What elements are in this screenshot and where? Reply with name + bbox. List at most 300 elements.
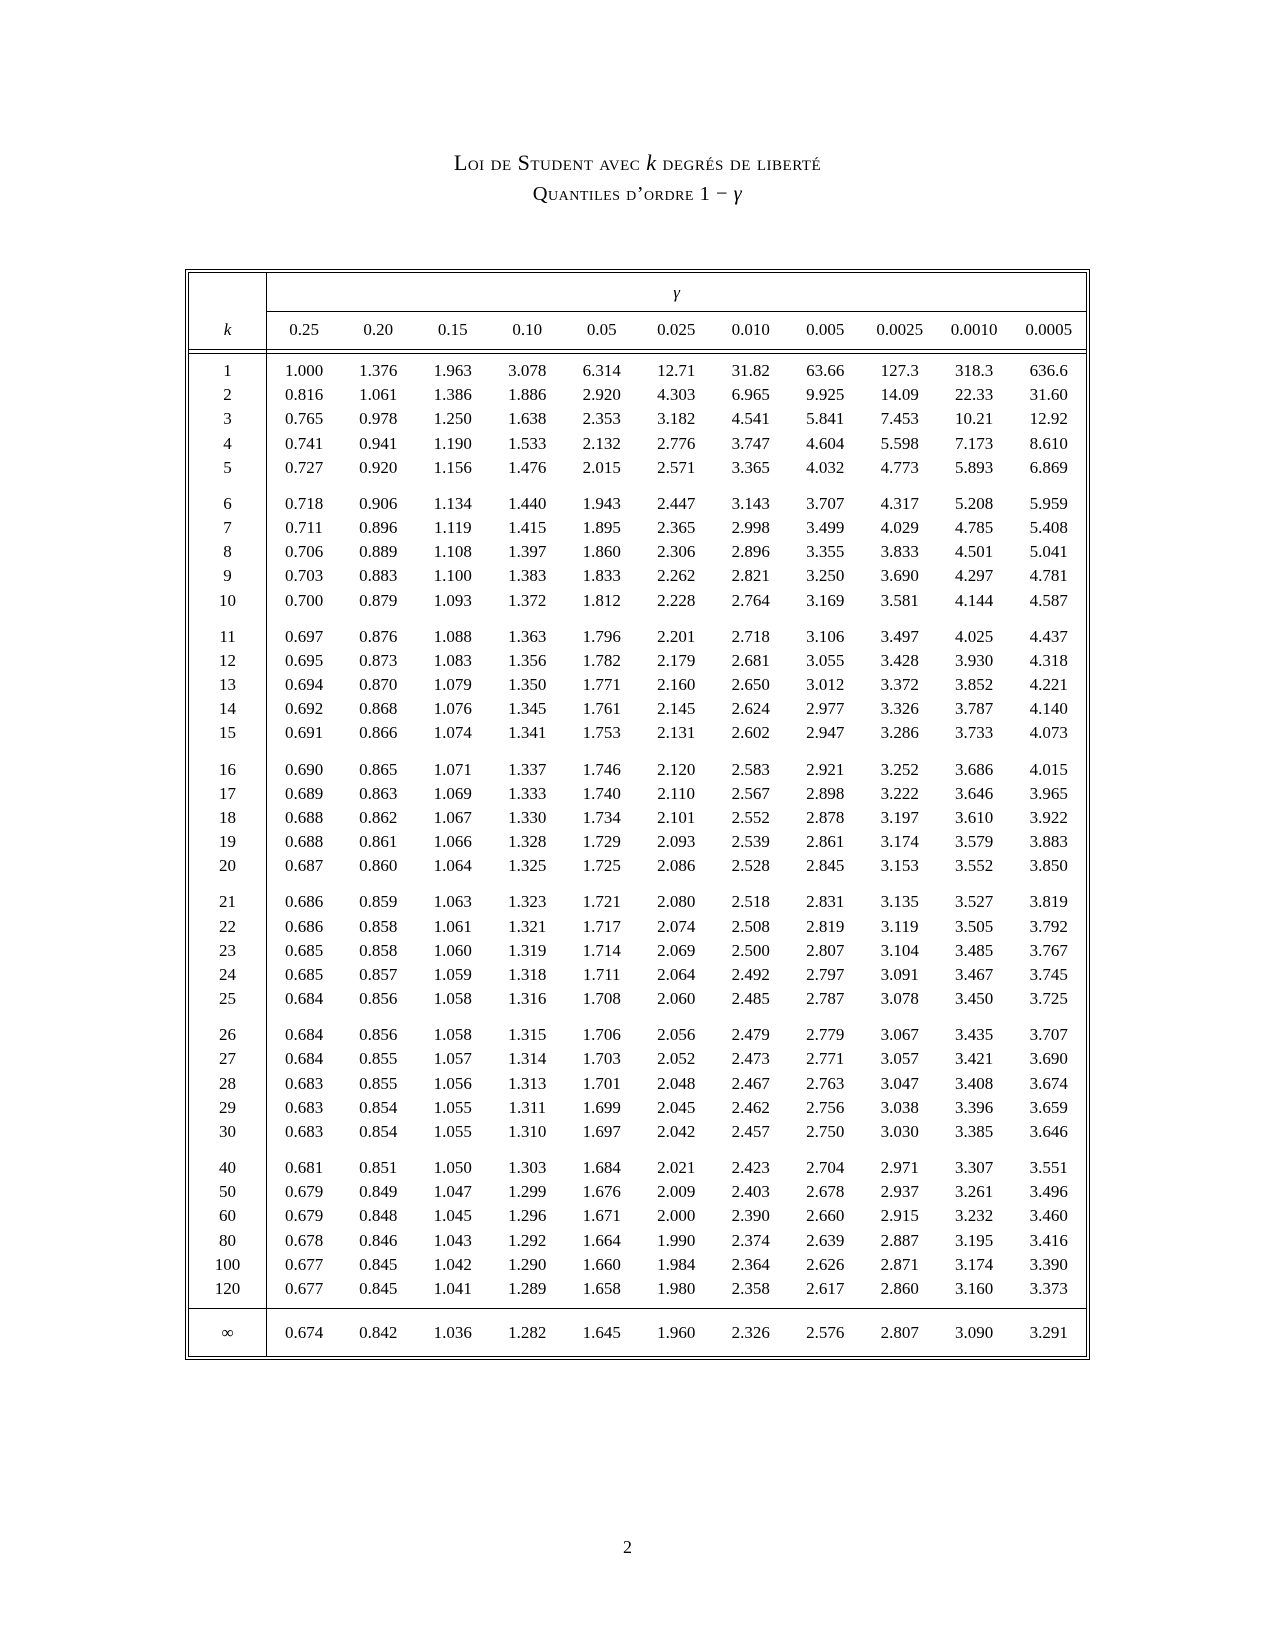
subtitle-text: Quantiles d’ordre: [532, 183, 700, 205]
quantile-value: 5.598: [880, 433, 919, 453]
quantile-value: 0.941: [359, 433, 398, 453]
k-value: 21: [189, 878, 267, 914]
quantile-value: 318.3: [955, 361, 994, 380]
quantile-value: 0.862: [359, 807, 398, 827]
title-text-prefix: Loi de Student avec: [453, 150, 647, 175]
k-value: 17: [189, 782, 267, 806]
quantile-value: 1.100: [433, 566, 472, 586]
quantile-value: 1.886: [508, 385, 547, 405]
quantile-value: 3.792: [1029, 916, 1068, 936]
quantile-value: 3.421: [955, 1049, 994, 1069]
quantile-value: 3.922: [1029, 807, 1068, 827]
quantile-value: 1.079: [433, 675, 472, 695]
quantile-value: 2.650: [731, 675, 770, 695]
quantile-value: 2.583: [731, 759, 770, 779]
quantile-value: 2.624: [731, 699, 770, 719]
quantile-value: 3.686: [955, 759, 994, 779]
quantile-value: 2.042: [657, 1121, 696, 1141]
quantile-value: 3.725: [1029, 989, 1068, 1009]
page-number: 2: [623, 1537, 632, 1557]
quantile-value: 3.396: [955, 1097, 994, 1117]
quantile-value: 1.350: [508, 675, 547, 695]
quantile-value: 7.453: [880, 409, 919, 429]
quantile-value: 0.855: [359, 1049, 398, 1069]
quantile-value: 1.664: [582, 1230, 621, 1250]
quantile-value: 3.674: [1029, 1073, 1068, 1093]
quantile-value: 0.688: [284, 807, 324, 827]
quantile-value: 22.33: [955, 385, 994, 405]
quantile-value: 2.552: [731, 807, 770, 827]
quantile-value: 4.773: [880, 457, 919, 477]
quantile-value: 6.869: [1029, 457, 1068, 477]
quantile-value: 1.292: [508, 1230, 547, 1250]
column-header: 0.10: [512, 320, 543, 339]
quantile-value: 0.858: [359, 916, 398, 936]
table-row: [189, 721, 1086, 745]
quantile-value: 2.064: [657, 964, 696, 984]
quantile-value: 3.055: [806, 650, 845, 670]
table-row: [189, 589, 1086, 613]
quantile-value: 1.397: [508, 542, 547, 562]
quantile-value: 1.372: [508, 590, 547, 610]
quantile-value: 1.043: [433, 1230, 472, 1250]
quantile-value: 0.845: [359, 1279, 398, 1298]
quantile-value: 10.21: [955, 409, 994, 429]
quantile-value: 2.403: [731, 1182, 770, 1202]
k-value: 100: [189, 1253, 267, 1277]
quantile-value: 0.876: [359, 626, 398, 646]
quantile-value: 1.645: [565, 1309, 639, 1357]
quantile-value: 1.076: [433, 699, 472, 719]
quantile-value: 3.372: [880, 675, 919, 695]
quantile-value: 1.058: [433, 989, 472, 1009]
quantile-value: 1.323: [508, 892, 547, 912]
quantile-value: 3.690: [880, 566, 919, 586]
column-header: 0.0005: [1025, 320, 1073, 339]
quantile-value: 3.104: [880, 940, 919, 960]
quantile-value: 1.658: [582, 1279, 621, 1298]
quantile-value: 2.539: [731, 832, 770, 852]
column-header: 0.010: [731, 320, 770, 339]
quantile-value: 3.119: [880, 916, 919, 936]
quantile-value: 2.920: [582, 385, 621, 405]
quantile-value: 5.408: [1029, 518, 1068, 538]
quantile-value: 1.703: [582, 1049, 621, 1069]
quantile-value: 4.437: [1029, 626, 1068, 646]
quantile-value: 1.134: [433, 493, 472, 513]
quantile-value: 0.706: [284, 542, 324, 562]
quantile-value: 0.685: [284, 964, 324, 984]
quantile-value: 3.067: [880, 1025, 919, 1045]
quantile-value: 2.228: [657, 590, 696, 610]
quantile-value: 5.841: [806, 409, 845, 429]
quantile-value: 2.160: [657, 675, 696, 695]
quantile-value: 3.707: [806, 493, 845, 513]
column-header: 0.025: [657, 320, 696, 339]
quantile-value: 4.025: [955, 626, 994, 646]
quantile-value: 3.195: [955, 1230, 994, 1250]
quantile-value: 3.485: [955, 940, 994, 960]
table-row: [189, 1120, 1086, 1144]
quantile-value: 0.856: [359, 1025, 398, 1045]
quantile-value: 0.687: [284, 856, 324, 876]
quantile-value: 2.678: [806, 1182, 845, 1202]
quantile-value: 3.261: [955, 1182, 994, 1202]
quantile-value: 0.873: [359, 650, 398, 670]
quantile-value: 1.061: [359, 385, 398, 405]
quantile-value: 2.617: [806, 1279, 845, 1298]
quantile-value: 0.851: [359, 1158, 398, 1178]
quantile-value: 2.457: [731, 1121, 770, 1141]
quantile-value: 3.385: [955, 1121, 994, 1141]
quantile-value: 3.581: [880, 590, 919, 610]
quantile-value: 3.232: [955, 1206, 994, 1226]
quantile-value: 2.045: [657, 1097, 696, 1117]
quantile-value: 2.101: [657, 807, 696, 827]
table-row: [189, 854, 1086, 878]
table-row: [189, 613, 1086, 649]
quantile-value: 2.787: [806, 989, 845, 1009]
quantile-value: 2.756: [806, 1097, 845, 1117]
quantile-value: 3.450: [955, 989, 994, 1009]
column-header: 0.20: [363, 320, 394, 339]
quantile-value: 4.140: [1029, 699, 1068, 719]
quantile-value: 2.131: [657, 723, 696, 743]
quantile-value: 4.501: [955, 542, 994, 562]
quantile-value: 5.893: [955, 457, 994, 477]
quantile-value: 6.965: [731, 385, 770, 405]
quantile-value: 2.718: [731, 626, 770, 646]
quantile-value: 1.296: [508, 1206, 547, 1226]
quantile-value: 2.660: [806, 1206, 845, 1226]
k-value: 28: [189, 1072, 267, 1096]
k-value: 13: [189, 673, 267, 697]
quantile-value: 0.674: [267, 1309, 341, 1357]
quantile-value: 3.408: [955, 1073, 994, 1093]
column-header: 0.0025: [876, 320, 924, 339]
quantile-value: 1.734: [582, 807, 621, 827]
table-row: [189, 987, 1086, 1011]
quantile-value: 3.012: [806, 675, 845, 695]
quantile-value: 1.337: [508, 759, 547, 779]
quantile-value: 2.358: [731, 1279, 770, 1298]
quantile-value: 3.745: [1029, 964, 1068, 984]
quantile-value: 1.721: [582, 892, 621, 912]
gamma-header-row: [189, 273, 1086, 312]
quantile-value: 1.318: [508, 964, 547, 984]
quantile-value: 1.055: [433, 1097, 472, 1117]
quantile-value: 4.781: [1029, 566, 1068, 586]
quantile-value: 2.201: [657, 626, 696, 646]
quantile-value: 1.333: [508, 783, 547, 803]
quantile-value: 2.306: [657, 542, 696, 562]
table-row: [189, 407, 1086, 431]
quantile-value: 4.032: [806, 457, 845, 477]
quantile-value: 2.860: [880, 1279, 919, 1298]
quantile-value: 1.313: [508, 1073, 547, 1093]
quantile-value: 1.036: [416, 1309, 490, 1357]
quantile-value: 1.676: [582, 1182, 621, 1202]
quantile-value: 0.679: [284, 1182, 324, 1202]
quantile-value: 1.660: [582, 1254, 621, 1274]
quantile-value: 2.887: [880, 1230, 919, 1250]
quantile-value: 4.029: [880, 518, 919, 538]
column-header: 0.0010: [950, 320, 998, 339]
quantile-value: 3.143: [731, 493, 770, 513]
quantile-value: 2.056: [657, 1025, 696, 1045]
quantile-value: 2.015: [582, 457, 621, 477]
quantile-value: 2.764: [731, 590, 770, 610]
quantile-value: 1.042: [433, 1254, 472, 1274]
k-value: 27: [189, 1047, 267, 1071]
quantile-value: 2.508: [731, 916, 770, 936]
table-row: [189, 1011, 1086, 1047]
quantile-value: 1.057: [433, 1049, 472, 1069]
quantile-value: 1.717: [582, 916, 621, 936]
table-row: [189, 914, 1086, 938]
quantile-value: 3.646: [955, 783, 994, 803]
gamma-math-symbol: γ: [733, 183, 743, 205]
quantile-value: 0.688: [284, 832, 324, 852]
quantile-value: 2.473: [731, 1049, 770, 1069]
quantile-value: 2.479: [731, 1025, 770, 1045]
quantile-value: 1.943: [582, 493, 621, 513]
title-text-suffix: degrés de liberté: [656, 150, 822, 175]
table-row: [189, 746, 1086, 782]
quantile-value: 3.659: [1029, 1097, 1068, 1117]
quantile-value: 0.861: [359, 832, 398, 852]
quantile-value: 1.706: [582, 1025, 621, 1045]
quantile-value: 2.797: [806, 964, 845, 984]
title-block: [0, 0, 1275, 206]
k-value: 9: [189, 564, 267, 588]
quantile-value: 4.318: [1029, 650, 1068, 670]
quantile-value: 1.059: [433, 964, 472, 984]
quantile-value: 5.959: [1029, 493, 1068, 513]
quantile-value: 0.700: [284, 590, 324, 610]
quantile-value: 1.314: [508, 1049, 547, 1069]
quantile-value: 1.047: [433, 1182, 472, 1202]
quantile-value: 1.074: [433, 723, 472, 743]
quantile-value: 3.819: [1029, 892, 1068, 912]
table-row: [189, 1096, 1086, 1120]
quantile-value: 0.889: [359, 542, 398, 562]
quantile-value: 0.689: [284, 783, 324, 803]
quantile-value: 2.528: [731, 856, 770, 876]
quantile-value: 4.604: [806, 433, 845, 453]
quantile-value: 0.692: [284, 699, 324, 719]
table-row: [189, 1144, 1086, 1180]
quantile-value: 3.965: [1029, 783, 1068, 803]
quantile-value: 1.282: [490, 1309, 564, 1357]
quantile-value: 1.725: [582, 856, 621, 876]
k-value: 120: [189, 1277, 267, 1309]
quantile-value: 1.376: [359, 361, 398, 380]
quantile-value: 2.971: [880, 1158, 919, 1178]
quantile-value: 2.896: [731, 542, 770, 562]
quantile-value: 1.708: [582, 989, 621, 1009]
table-row: [189, 806, 1086, 830]
quantile-value: 0.865: [359, 759, 398, 779]
quantile-value: 1.386: [433, 385, 472, 405]
quantile-value: 3.057: [880, 1049, 919, 1069]
quantile-value: 1.415: [508, 518, 547, 538]
quantile-value: 0.854: [359, 1097, 398, 1117]
quantile-value: 3.182: [657, 409, 696, 429]
quantile-value: 2.000: [657, 1206, 696, 1226]
quantile-value: 0.686: [284, 892, 324, 912]
quantile-value: 14.09: [880, 385, 919, 405]
quantile-value: 1.156: [433, 457, 472, 477]
quantile-value: 0.883: [359, 566, 398, 586]
quantile-value: 2.500: [731, 940, 770, 960]
quantile-value: 2.145: [657, 699, 696, 719]
table-row: [189, 830, 1086, 854]
quantile-value: 2.326: [713, 1309, 787, 1357]
k-value: 23: [189, 939, 267, 963]
quantile-value: 2.086: [657, 856, 696, 876]
quantile-value: 0.765: [284, 409, 324, 429]
quantile-value: 3.286: [880, 723, 919, 743]
quantile-value: 2.639: [806, 1230, 845, 1250]
quantile-value: 2.052: [657, 1049, 696, 1069]
quantile-value: 3.252: [880, 759, 919, 779]
quantile-value: 3.416: [1029, 1230, 1068, 1250]
quantile-value: 63.66: [806, 361, 845, 380]
k-value: 12: [189, 649, 267, 673]
k-value: 20: [189, 854, 267, 878]
quantile-value: 0.684: [284, 1049, 324, 1069]
table-row: [189, 649, 1086, 673]
quantile-value: 2.807: [862, 1309, 936, 1357]
table-row: [189, 431, 1086, 455]
k-value: 25: [189, 987, 267, 1011]
quantile-value: 0.842: [341, 1309, 415, 1357]
quantile-value: 1.311: [508, 1097, 547, 1117]
quantile-value: 1.714: [582, 940, 621, 960]
quantile-value: 4.015: [1029, 759, 1068, 779]
table-row: [189, 782, 1086, 806]
table-row: [189, 540, 1086, 564]
quantile-value: 5.041: [1029, 542, 1068, 562]
k-value: 50: [189, 1180, 267, 1204]
quantile-value: 1.119: [433, 518, 472, 538]
k-value: 18: [189, 806, 267, 830]
quantile-value: 3.435: [955, 1025, 994, 1045]
quantile-value: 6.314: [582, 361, 621, 380]
column-header: 0.005: [806, 320, 845, 339]
table-row: [189, 383, 1086, 407]
quantile-value: 1.328: [508, 832, 547, 852]
table-row: [189, 963, 1086, 987]
quantile-value: 12.92: [1029, 409, 1068, 429]
quantile-value: 0.695: [284, 650, 324, 670]
quantile-value: 2.937: [880, 1182, 919, 1202]
table-row: [189, 878, 1086, 914]
quantile-value: 1.315: [508, 1025, 547, 1045]
quantile-value: 1.980: [657, 1279, 696, 1298]
quantile-value: 1.895: [582, 518, 621, 538]
quantile-value: 1.383: [508, 566, 547, 586]
quantile-value: 0.690: [284, 759, 324, 779]
quantile-value: 1.069: [433, 783, 472, 803]
quantile-value: 1.671: [582, 1206, 621, 1226]
quantile-value: 3.767: [1029, 940, 1068, 960]
quantile-value: 1.440: [508, 493, 547, 513]
quantile-value: 2.093: [657, 832, 696, 852]
quantile-value: 0.684: [284, 989, 324, 1009]
quantile-value: 3.365: [731, 457, 770, 477]
table-row: [189, 480, 1086, 516]
quantile-value: 0.857: [359, 964, 398, 984]
k-value: 14: [189, 697, 267, 721]
quantile-value: 2.069: [657, 940, 696, 960]
quantile-value: 2.120: [657, 759, 696, 779]
quantile-value: 1.000: [284, 361, 324, 380]
quantile-value: 2.518: [731, 892, 770, 912]
quantile-value: 7.173: [955, 433, 994, 453]
quantile-value: 3.197: [880, 807, 919, 827]
quantile-value: 3.373: [1029, 1279, 1068, 1298]
quantile-value: 1.071: [433, 759, 472, 779]
quantile-value: 0.684: [284, 1025, 324, 1045]
quantile-value: 2.567: [731, 783, 770, 803]
k-value: 22: [189, 914, 267, 938]
quantile-value: 1.363: [508, 626, 547, 646]
document-title: [0, 150, 1275, 176]
quantile-value: 0.678: [284, 1230, 324, 1250]
quantile-value: 0.816: [284, 385, 324, 405]
quantile-value: 1.303: [508, 1158, 547, 1178]
quantile-value: 2.080: [657, 892, 696, 912]
quantile-value: 1.533: [508, 433, 547, 453]
quantile-value: 1.746: [582, 759, 621, 779]
quantile-value: 1.729: [582, 832, 621, 852]
quantile-value: 2.921: [806, 759, 845, 779]
quantile-value: 1.064: [433, 856, 472, 876]
quantile-value: 0.677: [284, 1279, 324, 1298]
k-value: 40: [189, 1144, 267, 1180]
quantile-value: 2.374: [731, 1230, 770, 1250]
quantile-value: 3.038: [880, 1097, 919, 1117]
quantile-value: 3.505: [955, 916, 994, 936]
quantile-value: 2.462: [731, 1097, 770, 1117]
quantile-value: 0.860: [359, 856, 398, 876]
quantile-value: 1.083: [433, 650, 472, 670]
gamma-label: γ: [267, 273, 1086, 312]
quantile-value: 3.222: [880, 783, 919, 803]
quantile-value: 2.704: [806, 1158, 845, 1178]
quantile-value: 2.898: [806, 783, 845, 803]
quantile-value: 3.610: [955, 807, 994, 827]
quantile-value: 0.685: [284, 940, 324, 960]
quantile-value: 3.527: [955, 892, 994, 912]
table-row: [189, 1204, 1086, 1228]
quantile-value: 4.073: [1029, 723, 1068, 743]
quantile-value: 3.552: [955, 856, 994, 876]
quantile-value: 3.326: [880, 699, 919, 719]
quantile-value: 1.701: [582, 1073, 621, 1093]
quantile-value: 1.812: [582, 590, 621, 610]
quantile-value: 2.771: [806, 1049, 845, 1069]
quantile-value: 2.447: [657, 493, 696, 513]
quantile-value: 5.208: [955, 493, 994, 513]
table-row: [189, 1229, 1086, 1253]
quantile-value: 2.364: [731, 1254, 770, 1274]
quantile-value: 2.074: [657, 916, 696, 936]
quantile-value: 0.683: [284, 1097, 324, 1117]
quantile-value: 2.998: [731, 518, 770, 538]
